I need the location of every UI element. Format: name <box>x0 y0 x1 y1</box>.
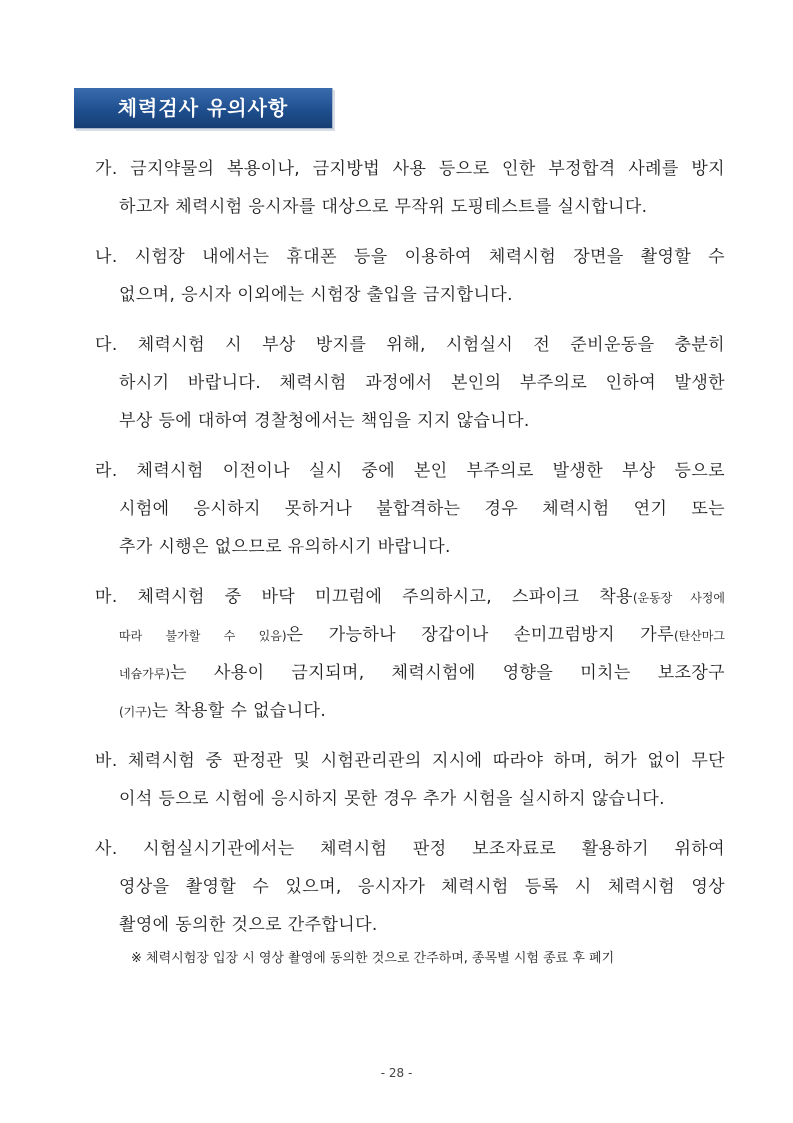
notice-line: 바. 체력시험 중 판정관 및 시험관리관의 지시에 따라야 하며, 허가 없이 무단 <box>95 751 725 771</box>
filming-note: ※ 체력시험장 입장 시 영상 촬영에 동의한 것으로 간주하며, 종목별 시험 종료 후 폐기 <box>131 951 615 966</box>
notice-small-text: (탄산마그 <box>673 629 725 643</box>
notice-line: 없으며, 응시자 이외에는 시험장 출입을 금지합니다. <box>119 285 513 305</box>
notice-item-sa <box>95 830 725 974</box>
notice-line <box>95 654 725 692</box>
notice-item-ba <box>95 742 725 818</box>
notice-text: 는 착용할 수 없습니다. <box>151 701 327 721</box>
notice-text: 마. 체력시험 중 바닥 미끄럼에 주의하시고, 스파이크 착용 <box>95 587 633 607</box>
notice-line: 시험에 응시하지 못하거나 불합격하는 경우 체력시험 연기 또는 <box>119 499 725 519</box>
notice-item-ma <box>95 578 725 730</box>
notice-line: 영상을 촬영할 수 있으며, 응시자가 체력시험 등록 시 체력시험 영상 <box>119 877 725 897</box>
notice-line: 가. 금지약물의 복용이나, 금지방법 사용 등으로 인한 부정합격 사례를 방지 <box>95 159 725 179</box>
notice-item-da <box>95 326 725 440</box>
notice-item-na <box>95 238 725 314</box>
notice-line: 이석 등으로 시험에 응시하지 못한 경우 추가 시험을 실시하지 않습니다. <box>119 789 665 809</box>
notice-line: 하시기 바랍니다. 체력시험 과정에서 본인의 부주의로 인하여 발생한 <box>119 373 725 393</box>
notice-line <box>95 692 725 730</box>
notice-small-text: (기구) <box>119 705 152 719</box>
notice-line: 하고자 체력시험 응시자를 대상으로 무작위 도핑테스트를 실시합니다. <box>119 197 648 217</box>
section-title-box <box>74 88 333 129</box>
page-number: - 28 - <box>380 1066 413 1080</box>
notice-line <box>95 578 725 616</box>
notice-line: 촬영에 동의한 것으로 간주합니다. <box>119 915 378 935</box>
notice-text: 은 가능하나 장갑이나 손미끄럼방지 가루 <box>286 625 674 645</box>
notice-line: 나. 시험장 내에서는 휴대폰 등을 이용하여 체력시험 장면을 촬영할 수 <box>95 247 725 267</box>
section-title: 체력검사 유의사항 <box>117 96 289 120</box>
notice-small-text: (운동장 사정에 <box>632 591 725 605</box>
notice-line: 다. 체력시험 시 부상 방지를 위해, 시험실시 전 준비운동을 충분히 <box>95 335 725 355</box>
notice-line: 라. 체력시험 이전이나 실시 중에 본인 부주의로 발생한 부상 등으로 <box>95 461 725 481</box>
notice-small-text: 네슘가루) <box>119 667 171 681</box>
notice-list <box>95 150 725 974</box>
notice-small-text: 따라 불가할 수 있음) <box>119 629 287 643</box>
notice-item-ga <box>95 150 725 226</box>
notice-line: 추가 시행은 없으므로 유의하시기 바랍니다. <box>119 537 451 557</box>
notice-line: 부상 등에 대하여 경찰청에서는 책임을 지지 않습니다. <box>119 411 530 431</box>
notice-item-ra <box>95 452 725 566</box>
notice-line <box>95 616 725 654</box>
notice-line: 사. 시험실시기관에서는 체력시험 판정 보조자료로 활용하기 위하여 <box>95 839 725 859</box>
notice-text: 는 사용이 금지되며, 체력시험에 영향을 미치는 보조장구 <box>170 663 725 683</box>
